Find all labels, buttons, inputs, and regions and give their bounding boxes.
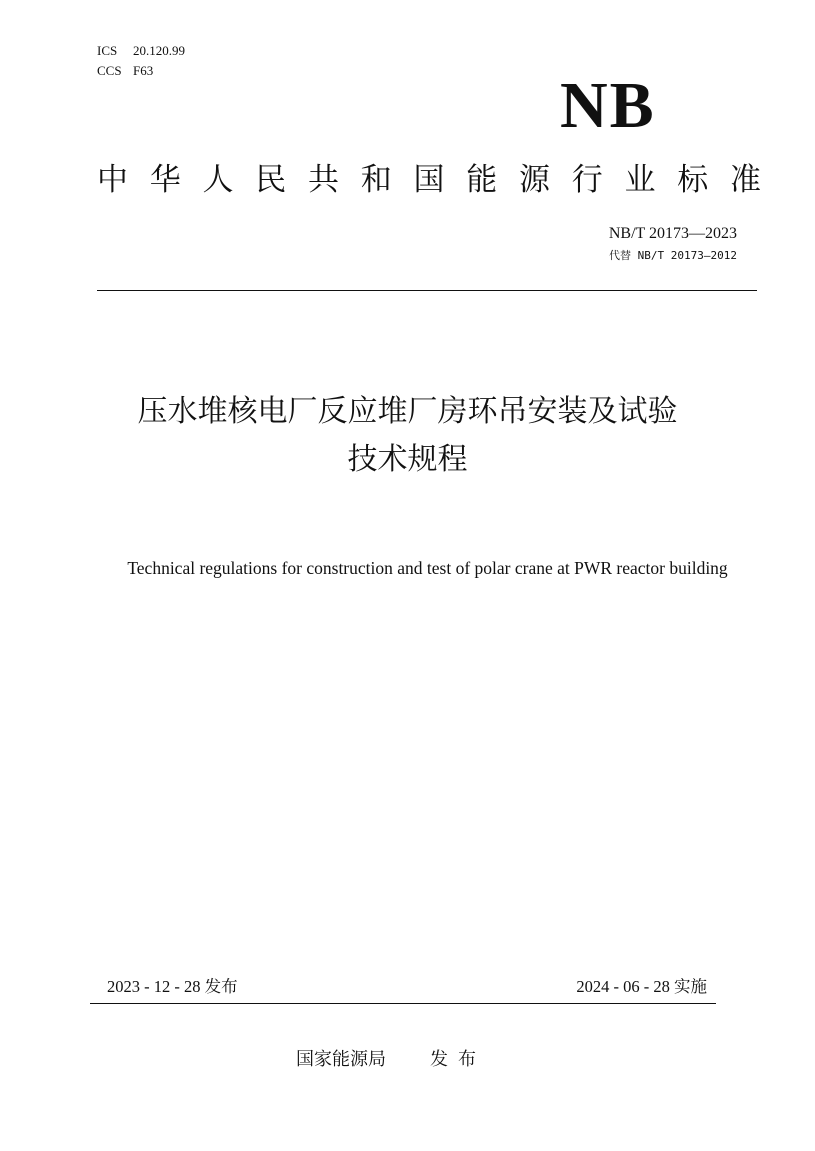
- org-char: 行: [571, 162, 603, 198]
- org-char: 民: [255, 162, 287, 198]
- document-title-en: Technical regulations for construction and test of polar crane at PWR reactor building: [127, 558, 728, 578]
- org-char: 标: [677, 162, 709, 198]
- publisher-name: 国家能源局: [296, 1049, 386, 1070]
- org-char: 国: [413, 162, 445, 198]
- header-divider: [97, 290, 757, 291]
- org-char: 源: [519, 162, 550, 198]
- issue-date: 2023 - 12 - 28 发布: [107, 977, 238, 996]
- classification-codes: [97, 41, 185, 81]
- implementation-date: 2024 - 06 - 28 实施: [576, 977, 707, 996]
- org-char: 业: [624, 162, 656, 198]
- ccs-row: [97, 61, 185, 81]
- title-line-2: 技术规程: [347, 442, 468, 477]
- nb-logo: NB: [560, 69, 656, 142]
- org-char: 共: [308, 162, 339, 198]
- publisher-action: 发布: [430, 1049, 486, 1070]
- ccs-label: CCS: [97, 63, 122, 78]
- issuing-standard-category: [97, 158, 761, 202]
- document-title-zh: [60, 388, 755, 484]
- publisher: [296, 1046, 486, 1074]
- ics-row: [97, 41, 185, 61]
- org-char: 能: [466, 162, 498, 198]
- title-line-1: 压水堆核电厂反应堆厂房环吊安装及试验: [137, 394, 678, 429]
- org-char: 和: [360, 162, 392, 198]
- ics-label: ICS: [97, 43, 118, 58]
- org-char: 人: [202, 162, 234, 198]
- standard-number: NB/T 20173—2023: [608, 225, 737, 242]
- replaces-standard: 代替 NB/T 20173—2012: [609, 249, 737, 262]
- ccs-value: F63: [133, 63, 154, 78]
- org-char: 准: [730, 162, 761, 198]
- org-char: 中: [97, 162, 128, 198]
- footer-divider: [90, 1003, 716, 1004]
- ics-value: 20.120.99: [133, 43, 185, 58]
- standard-number-block: [609, 223, 737, 265]
- org-char: 华: [149, 162, 181, 198]
